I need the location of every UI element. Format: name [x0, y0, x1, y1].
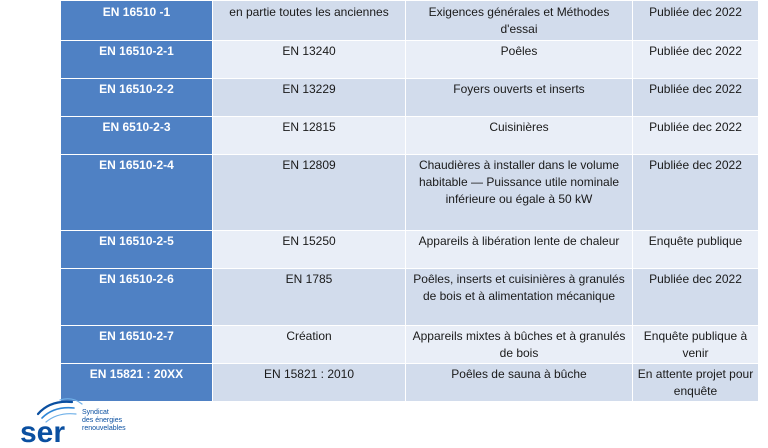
standard-number-cell: EN 16510-2-2 [61, 79, 213, 117]
replaced-standard-cell: EN 15250 [213, 231, 406, 269]
table-row [61, 79, 759, 117]
standard-number-cell: EN 16510-2-4 [61, 155, 213, 231]
description-cell: Chaudières à installer dans le volume habitable — Puissance utile nominale inférieure ou égale à 50 kW [406, 155, 633, 231]
status-cell: Publiée dec 2022 [633, 41, 759, 79]
description-cell: Cuisinières [406, 117, 633, 155]
replaced-standard-cell: EN 15821 : 2010 [213, 364, 406, 402]
standard-number-cell: EN 16510-2-7 [61, 326, 213, 364]
standard-number-cell: EN 6510-2-3 [61, 117, 213, 155]
logo-wordmark: ser [20, 416, 66, 448]
description-cell: Appareils mixtes à bûches et à granulés de bois [406, 326, 633, 364]
replaced-standard-cell: en partie toutes les anciennes [213, 1, 406, 41]
standards-table [60, 0, 759, 402]
table-row [61, 231, 759, 269]
table-row [61, 1, 759, 41]
description-cell: Appareils à libération lente de chaleur [406, 231, 633, 269]
table-row [61, 326, 759, 364]
standard-number-cell: EN 16510-2-6 [61, 269, 213, 326]
status-cell: Enquête publique [633, 231, 759, 269]
replaced-standard-cell: EN 1785 [213, 269, 406, 326]
table-row [61, 364, 759, 402]
replaced-standard-cell: EN 12809 [213, 155, 406, 231]
table-row [61, 117, 759, 155]
replaced-standard-cell: EN 13240 [213, 41, 406, 79]
logo-tagline-line: renouvelables [82, 425, 126, 432]
table-row [61, 41, 759, 79]
ser-logo [16, 396, 146, 448]
status-cell: Publiée dec 2022 [633, 1, 759, 41]
standard-number-cell: EN 16510-2-1 [61, 41, 213, 79]
status-cell: Publiée dec 2022 [633, 79, 759, 117]
description-cell: Exigences générales et Méthodes d'essai [406, 1, 633, 41]
table-row [61, 269, 759, 326]
description-cell: Poêles [406, 41, 633, 79]
description-cell: Foyers ouverts et inserts [406, 79, 633, 117]
standard-number-cell: EN 15821 : 20XX [61, 364, 213, 402]
logo-tagline-line: des énergies [82, 417, 123, 424]
table-row [61, 155, 759, 231]
status-cell: Publiée dec 2022 [633, 269, 759, 326]
replaced-standard-cell: EN 13229 [213, 79, 406, 117]
status-cell: Publiée dec 2022 [633, 117, 759, 155]
standard-number-cell: EN 16510 -1 [61, 1, 213, 41]
status-cell: Publiée dec 2022 [633, 155, 759, 231]
logo-tagline [82, 409, 126, 433]
standard-number-cell: EN 16510-2-5 [61, 231, 213, 269]
description-cell: Poêles de sauna à bûche [406, 364, 633, 402]
status-cell: En attente projet pour enquête [633, 364, 759, 402]
replaced-standard-cell: Création [213, 326, 406, 364]
logo-tagline-line: Syndicat [82, 409, 109, 416]
status-cell: Enquête publique à venir [633, 326, 759, 364]
description-cell: Poêles, inserts et cuisinières à granulés de bois et à alimentation mécanique [406, 269, 633, 326]
replaced-standard-cell: EN 12815 [213, 117, 406, 155]
